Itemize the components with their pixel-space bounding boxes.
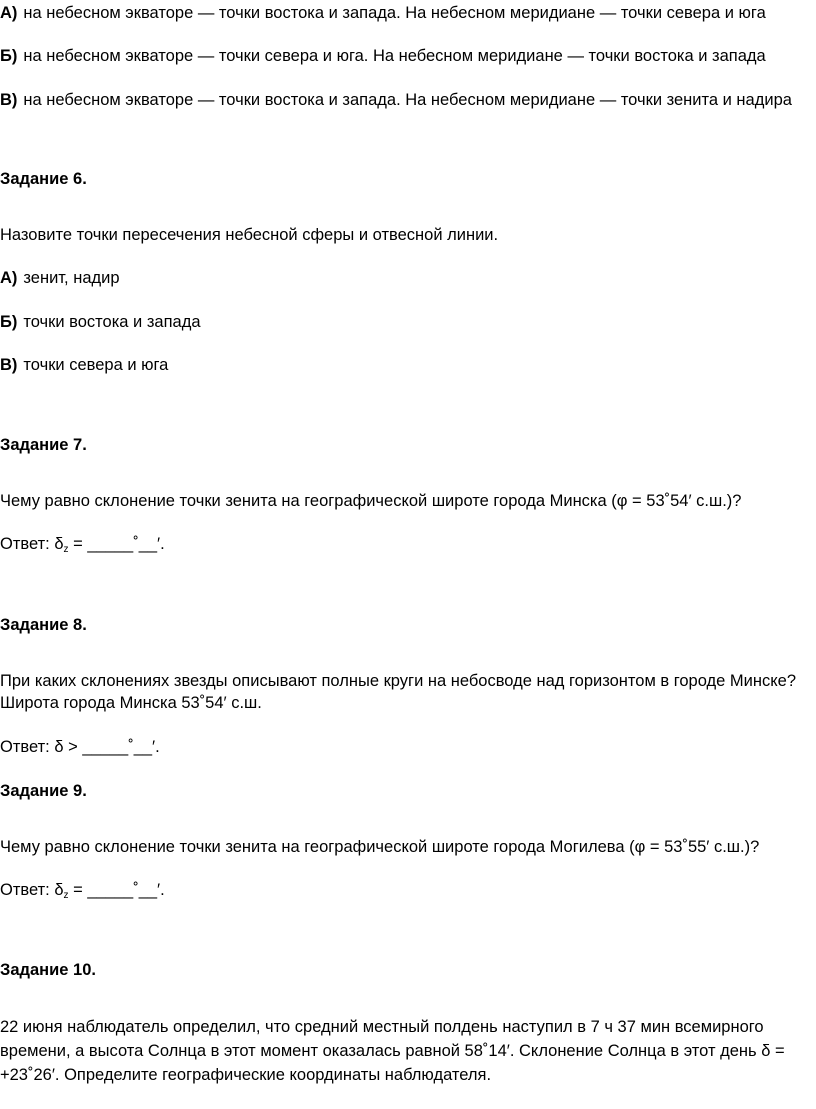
task7-answer <box>0 533 165 561</box>
option-letter: А) <box>0 4 18 22</box>
option-letter: Б) <box>0 313 18 331</box>
option-text: на небесном экваторе — точки севера и юга. На небесном меридиане — точки востока и запада <box>23 47 766 65</box>
task5-option-a <box>0 2 766 24</box>
option-letter: Б) <box>0 47 18 65</box>
answer-blank: = _____˚__′. <box>68 881 165 899</box>
task6-heading: Задание 6. <box>0 170 87 188</box>
option-letter: В) <box>0 356 18 374</box>
task5-option-b <box>0 45 766 67</box>
option-text: точки севера и юга <box>23 356 169 374</box>
option-letter: А) <box>0 269 18 287</box>
task6-option-b <box>0 311 201 333</box>
answer-subscript: z <box>63 890 69 901</box>
task8-answer: Ответ: δ > _____˚__′. <box>0 738 160 756</box>
answer-subscript: z <box>63 544 69 555</box>
task5-option-c <box>0 89 792 111</box>
answer-prefix: Ответ: δ <box>0 535 64 553</box>
task10-text-line2: времени, а высота Солнца в этот момент оказалась равной 58˚14′. Склонение Солнца в этот день δ = <box>0 1042 785 1060</box>
task8-question-line1: При каких склонениях звезды описывают полные круги на небосводе над горизонтом в городе Минске? <box>0 672 797 690</box>
option-text: точки востока и запада <box>23 313 201 331</box>
answer-prefix: Ответ: δ <box>0 881 64 899</box>
task8-question-line2: Широта города Минска 53˚54′ с.ш. <box>0 694 262 712</box>
task7-question: Чему равно склонение точки зенита на географической широте города Минска (φ = 53˚54′ с.ш.)? <box>0 492 742 510</box>
task6-option-a <box>0 267 120 289</box>
option-text: зенит, надир <box>23 269 120 287</box>
answer-blank: = _____˚__′. <box>68 535 165 553</box>
task10-text-line1: 22 июня наблюдатель определил, что средний местный полдень наступил в 7 ч 37 мин всемирного <box>0 1018 764 1036</box>
task8-heading: Задание 8. <box>0 616 87 634</box>
task9-answer <box>0 879 165 907</box>
task9-heading: Задание 9. <box>0 782 87 800</box>
option-text: на небесном экваторе — точки востока и запада. На небесном меридиане — точки зенита и надира <box>23 91 792 109</box>
task9-question: Чему равно склонение точки зенита на географической широте города Могилева (φ = 53˚55′ с.ш.)? <box>0 838 760 856</box>
option-letter: В) <box>0 91 18 109</box>
task7-heading: Задание 7. <box>0 436 87 454</box>
task6-option-c <box>0 354 168 376</box>
task10-heading: Задание 10. <box>0 961 96 979</box>
task6-question: Назовите точки пересечения небесной сферы и отвесной линии. <box>0 226 499 244</box>
option-text: на небесном экваторе — точки востока и запада. На небесном меридиане — точки севера и юга <box>23 4 766 22</box>
task10-text-line3: +23˚26′. Определите географические координаты наблюдателя. <box>0 1066 492 1084</box>
